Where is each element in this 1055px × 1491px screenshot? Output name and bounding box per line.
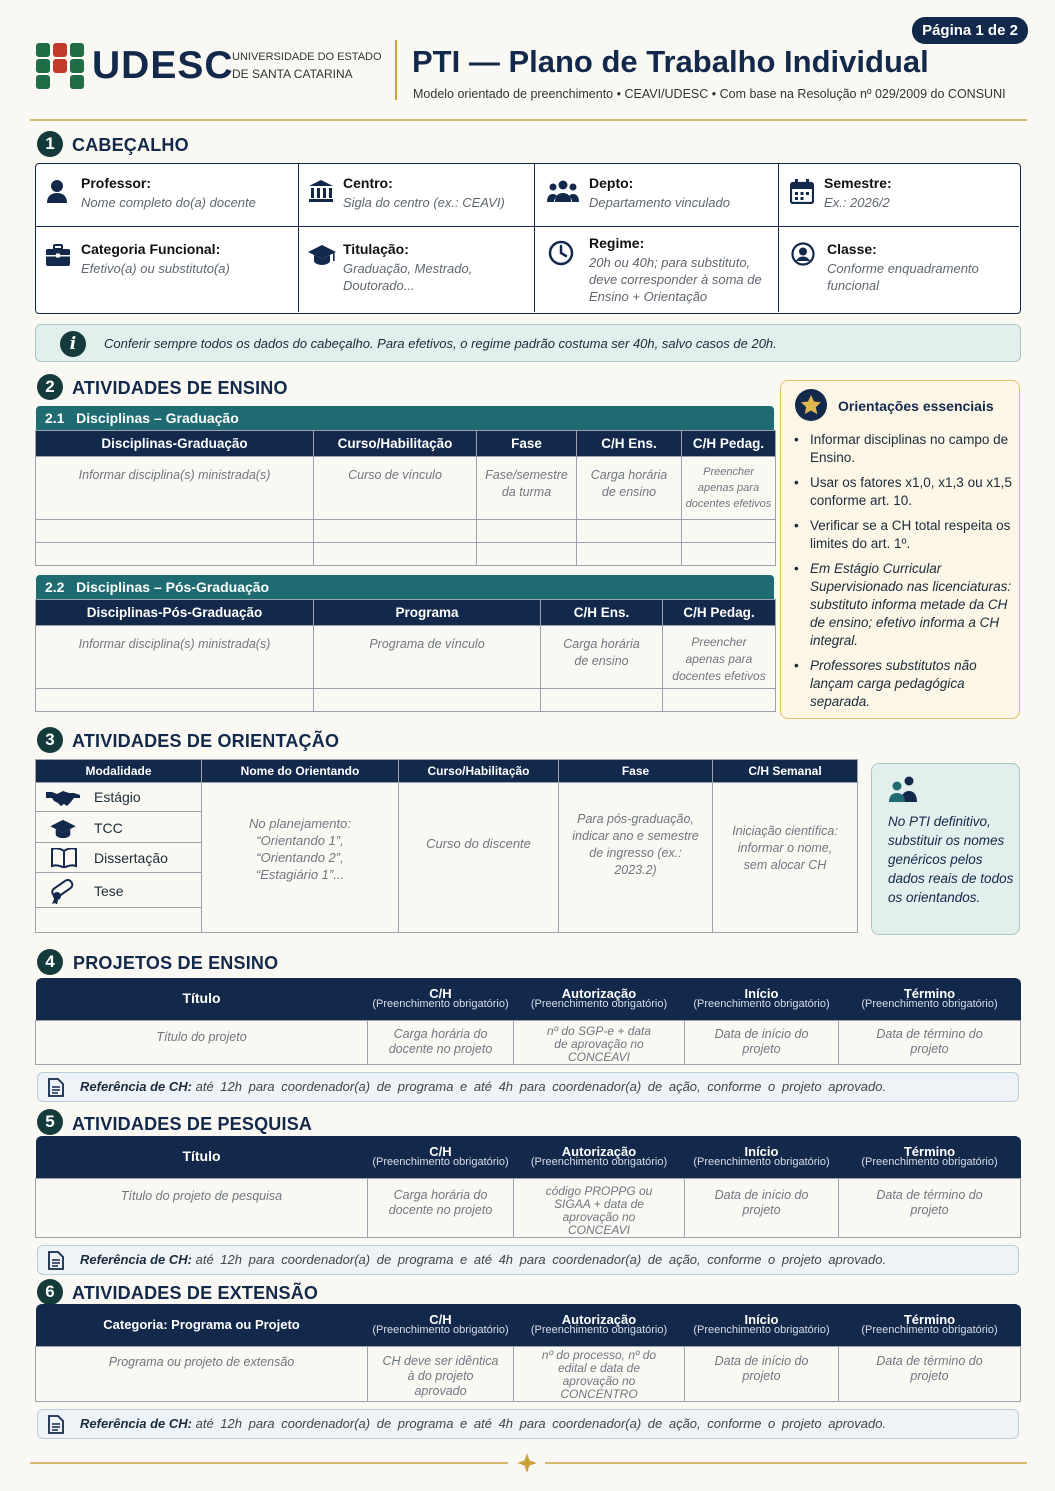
col-inicio: Início (Preenchimento obrigatório) <box>685 978 839 1020</box>
ref-ch-text: até 12h para coordenador(a) de programa e até 4h para coordenador(a) de ação, conforme o projeto aprovado. <box>195 1079 887 1094</box>
col-disciplinas-pos: Disciplinas-Pós-Graduação <box>36 600 314 626</box>
user-icon <box>46 179 68 203</box>
field-professor-label: Professor: <box>81 175 152 191</box>
cell-ch-ens[interactable]: Carga horária de ensino <box>577 457 682 520</box>
modality-estagio[interactable] <box>36 783 201 812</box>
field-classe-label: Classe: <box>827 241 877 257</box>
cell-inicio-projeto[interactable]: Data de início do projeto <box>685 1020 839 1064</box>
modality-tese-label: Tese <box>94 883 124 899</box>
field-titulacao-label: Titulação: <box>343 241 409 257</box>
brand-name: UDESC <box>92 44 234 87</box>
modality-tcc[interactable] <box>36 812 201 843</box>
section-6-number: 6 <box>37 1279 63 1305</box>
field-centro-value: Sigla do centro (ex.: CEAVI) <box>343 195 505 210</box>
footer-diamond-icon <box>517 1453 537 1473</box>
page-badge <box>912 17 1028 44</box>
table-orientacao <box>35 759 858 933</box>
field-titulacao-value: Graduação, Mestrado, Doutorado... <box>343 261 473 293</box>
calendar-icon <box>790 179 814 204</box>
col-ch-semanal: C/H Semanal <box>713 760 858 783</box>
document-icon <box>48 1251 64 1270</box>
people-icon <box>888 776 918 802</box>
tips-panel <box>780 380 1020 719</box>
subsection-2-2-number: 2.2 <box>45 579 65 595</box>
cell-ch-projeto[interactable]: Carga horária do docente no projeto <box>368 1020 514 1064</box>
tips-list <box>794 431 1014 711</box>
udesc-logo <box>36 43 84 89</box>
tip-item: • Informar disciplinas no campo de Ensino. <box>794 432 1009 465</box>
col-ch: C/H (Preenchimento obrigatório) <box>368 1136 514 1178</box>
table-row[interactable] <box>36 689 776 712</box>
section-5-number: 5 <box>37 1109 63 1135</box>
cell-curso[interactable]: Curso de vínculo <box>314 457 477 520</box>
col-fase-orientacao: Fase <box>559 760 713 783</box>
col-ch: C/H (Preenchimento obrigatório) <box>368 978 514 1020</box>
section-1-number: 1 <box>37 131 63 157</box>
table-pos-graduacao <box>35 599 776 712</box>
col-fase: Fase <box>477 431 577 457</box>
modality-tese[interactable] <box>36 873 201 908</box>
subsection-2-1-number: 2.1 <box>45 410 65 426</box>
ref-ch-bar-6 <box>37 1409 1019 1439</box>
col-disciplinas-graduacao: Disciplinas-Graduação <box>36 431 314 457</box>
cell-programa[interactable]: Programa de vínculo <box>314 626 541 689</box>
cell-programa-extensao[interactable]: Programa ou projeto de extensão <box>36 1346 368 1401</box>
info-bar <box>35 324 1021 362</box>
cell-autorizacao-projeto[interactable]: nº do SGP-e + data de aprovação no CONCEAVI <box>514 1020 685 1064</box>
table-projetos-ensino <box>35 978 1021 1065</box>
cell-ch-semanal[interactable]: Iniciação científica: informar o nome, sem alocar CH <box>713 783 858 933</box>
col-autorizacao: Autorização (Preenchimento obrigatório) <box>514 978 685 1020</box>
col-termino: Término (Preenchimento obrigatório) <box>839 978 1021 1020</box>
diploma-icon <box>48 878 78 904</box>
field-professor-value: Nome completo do(a) docente <box>81 195 256 210</box>
cell-autorizacao-pesquisa[interactable]: código PROPPG ou SIGAA + data de aprovação no CONCEAVI <box>514 1178 685 1237</box>
modality-tcc-label: TCC <box>94 820 123 836</box>
ref-ch-label: Referência de CH: <box>80 1416 192 1431</box>
info-icon: i <box>60 331 86 357</box>
page-subtitle: Modelo orientado de preenchimento • CEAVI/UDESC • Com base na Resolução nº 029/2009 do CONSUNI <box>413 87 1006 101</box>
udesc-emblem-icon <box>36 43 84 89</box>
cell-disciplina[interactable]: Informar disciplina(s) ministrada(s) <box>36 457 314 520</box>
user-circle-icon <box>791 242 815 266</box>
cell-termino-extensao[interactable]: Data de término do projeto <box>839 1346 1021 1401</box>
section-3-title: ATIVIDADES DE ORIENTAÇÃO <box>72 731 340 751</box>
col-ch-pedag: C/H Pedag. <box>682 431 776 457</box>
cell-ch-extensao[interactable]: CH deve ser idêntica à do projeto aprovado <box>368 1346 514 1401</box>
tip-item: • Usar os fatores x1,0, x1,3 ou x1,5 conforme art. 10. <box>794 475 1012 508</box>
info-text: Conferir sempre todos os dados do cabeçalho. Para efetivos, o regime padrão costuma ser 40h, salvo casos de 20h. <box>104 336 777 351</box>
footer-rule-left <box>30 1462 508 1464</box>
col-curso-habilitacao: Curso/Habilitação <box>314 431 477 457</box>
field-depto-label: Depto: <box>589 175 634 191</box>
page-label: Página 1 de 2 <box>922 22 1018 39</box>
section-2-title: ATIVIDADES DE ENSINO <box>72 378 288 398</box>
ref-ch-text: até 12h para coordenador(a) de programa e até 4h para coordenador(a) de ação, conforme o projeto aprovado. <box>195 1252 887 1267</box>
graduation-cap-icon <box>308 244 336 266</box>
col-ch: C/H (Preenchimento obrigatório) <box>368 1304 514 1346</box>
cell-disciplina-pos[interactable]: Informar disciplina(s) ministrada(s) <box>36 626 314 689</box>
table-pesquisa <box>35 1136 1021 1238</box>
cell-termino-pesquisa[interactable]: Data de término do projeto <box>839 1178 1021 1237</box>
col-modalidade: Modalidade <box>36 760 202 783</box>
field-classe-value: Conforme enquadramento funcional <box>827 261 979 293</box>
cell-titulo-projeto[interactable]: Título do projeto <box>36 1020 368 1064</box>
col-categoria: Categoria: Programa ou Projeto <box>36 1304 368 1346</box>
col-inicio: Início (Preenchimento obrigatório) <box>685 1304 839 1346</box>
col-titulo: Título <box>36 978 368 1020</box>
section-4-title: PROJETOS DE ENSINO <box>73 953 279 973</box>
table-graduacao <box>35 430 776 566</box>
section-3-number: 3 <box>37 727 63 753</box>
brand-line1: UNIVERSIDADE DO ESTADO <box>232 51 382 63</box>
col-termino: Término (Preenchimento obrigatório) <box>839 1136 1021 1178</box>
section-6-title: ATIVIDADES DE EXTENSÃO <box>72 1283 319 1303</box>
col-ch-pedag-pos: C/H Pedag. <box>663 600 776 626</box>
cell-fase-orientacao[interactable]: Para pós-graduação, indicar ano e semestre de ingresso (ex.: 2023.2) <box>559 783 713 933</box>
table-row[interactable] <box>36 543 776 566</box>
cell-curso-discente[interactable]: Curso do discente <box>399 783 559 933</box>
modality-estagio-label: Estágio <box>94 789 141 805</box>
col-autorizacao: Autorização (Preenchimento obrigatório) <box>514 1136 685 1178</box>
ref-ch-bar-5 <box>37 1245 1019 1275</box>
field-semestre-label: Semestre: <box>824 175 892 191</box>
col-termino: Término (Preenchimento obrigatório) <box>839 1304 1021 1346</box>
subsection-2-2-bar <box>36 575 774 599</box>
ref-ch-label: Referência de CH: <box>80 1252 192 1267</box>
tip-item: • Verificar se a CH total respeita os limites do art. 1º. <box>794 518 1011 551</box>
cell-autorizacao-extensao[interactable]: nº do processo, nº do edital e data de aprovação no CONCENTRO <box>514 1346 685 1401</box>
section-5-title: ATIVIDADES DE PESQUISA <box>72 1114 313 1134</box>
section-2-number: 2 <box>37 374 63 400</box>
col-ch-ens-pos: C/H Ens. <box>541 600 663 626</box>
section-1-title: CABEÇALHO <box>72 135 189 155</box>
modality-dissertacao[interactable] <box>36 843 201 873</box>
cell-fase[interactable]: Fase/semestre da turma <box>477 457 577 520</box>
subsection-2-1-bar <box>36 406 774 430</box>
field-depto-value: Departamento vinculado <box>589 195 730 210</box>
orientation-note-text: No PTI definitivo, substituir os nomes genéricos pelos dados reais de todos os orientandos. <box>888 814 1014 905</box>
field-categoria-label: Categoria Funcional: <box>81 241 221 257</box>
book-icon <box>51 848 77 868</box>
field-regime-label: Regime: <box>589 235 645 251</box>
cell-nome-orientando[interactable]: No planejamento: “Orientando 1”, “Orientando 2”, “Estagiário 1”... <box>202 783 399 933</box>
field-categoria-value: Efetivo(a) ou substituto(a) <box>81 261 230 276</box>
table-extensao <box>35 1304 1021 1402</box>
col-autorizacao: Autorização (Preenchimento obrigatório) <box>514 1304 685 1346</box>
col-titulo: Título <box>36 1136 368 1178</box>
cell-ch-pedag-pos[interactable]: Preencher apenas para docentes efetivos <box>663 626 776 689</box>
field-semestre-value: Ex.: 2026/2 <box>824 195 890 210</box>
tips-title: Orientações essenciais <box>838 398 994 414</box>
star-icon <box>795 389 827 421</box>
cell-titulo-pesquisa[interactable]: Título do projeto de pesquisa <box>36 1178 368 1237</box>
briefcase-icon <box>46 244 70 266</box>
cell-inicio-extensao[interactable]: Data de início do projeto <box>685 1346 839 1401</box>
cell-ch-pesquisa[interactable]: Carga horária do docente no projeto <box>368 1178 514 1237</box>
document-icon <box>48 1078 64 1097</box>
cell-termino-projeto[interactable]: Data de término do projeto <box>839 1020 1021 1064</box>
subsection-2-1-title: Disciplinas – Graduação <box>76 410 239 426</box>
ref-ch-bar-4 <box>37 1072 1019 1102</box>
ref-ch-text: até 12h para coordenador(a) de programa e até 4h para coordenador(a) de ação, conforme o projeto aprovado. <box>195 1416 887 1431</box>
col-programa: Programa <box>314 600 541 626</box>
tip-item: • Em Estágio Curricular Supervisionado nas licenciaturas: substituto informa metade da CH de ensino; efetivo informa a CH integral. <box>794 561 1012 648</box>
tip-item: • Professores substitutos não lançam carga pedagógica separada. <box>794 658 977 709</box>
group-icon <box>547 180 579 202</box>
cell-ch-ens-pos[interactable]: Carga horária de ensino <box>541 626 663 689</box>
header-rule <box>30 119 1027 121</box>
document-icon <box>48 1415 64 1434</box>
cell-inicio-pesquisa[interactable]: Data de início do projeto <box>685 1178 839 1237</box>
orientation-note-panel <box>871 763 1020 935</box>
table-row[interactable] <box>36 520 776 543</box>
brand-line2: DE SANTA CATARINA <box>232 67 353 81</box>
col-nome-orientando: Nome do Orientando <box>202 760 399 783</box>
header-divider <box>395 40 397 100</box>
modality-dissertacao-label: Dissertação <box>94 850 168 866</box>
section-4-number: 4 <box>37 949 63 975</box>
page-title: PTI — Plano de Trabalho Individual <box>412 44 929 79</box>
col-curso-orientacao: Curso/Habilitação <box>399 760 559 783</box>
col-inicio: Início (Preenchimento obrigatório) <box>685 1136 839 1178</box>
cell-ch-pedag[interactable]: Preencher apenas para docentes efetivos <box>682 457 776 520</box>
field-centro-label: Centro: <box>343 175 393 191</box>
building-icon <box>308 179 334 203</box>
footer-rule-right <box>545 1462 1027 1464</box>
ref-ch-label: Referência de CH: <box>80 1079 192 1094</box>
graduation-cap-icon <box>49 819 77 839</box>
handshake-icon <box>46 788 80 808</box>
col-ch-ens: C/H Ens. <box>577 431 682 457</box>
subsection-2-2-title: Disciplinas – Pós-Graduação <box>76 579 270 595</box>
field-regime-value: 20h ou 40h; para substituto, deve corresponder à soma de Ensino + Orientação <box>589 255 762 304</box>
clock-icon <box>548 240 574 266</box>
